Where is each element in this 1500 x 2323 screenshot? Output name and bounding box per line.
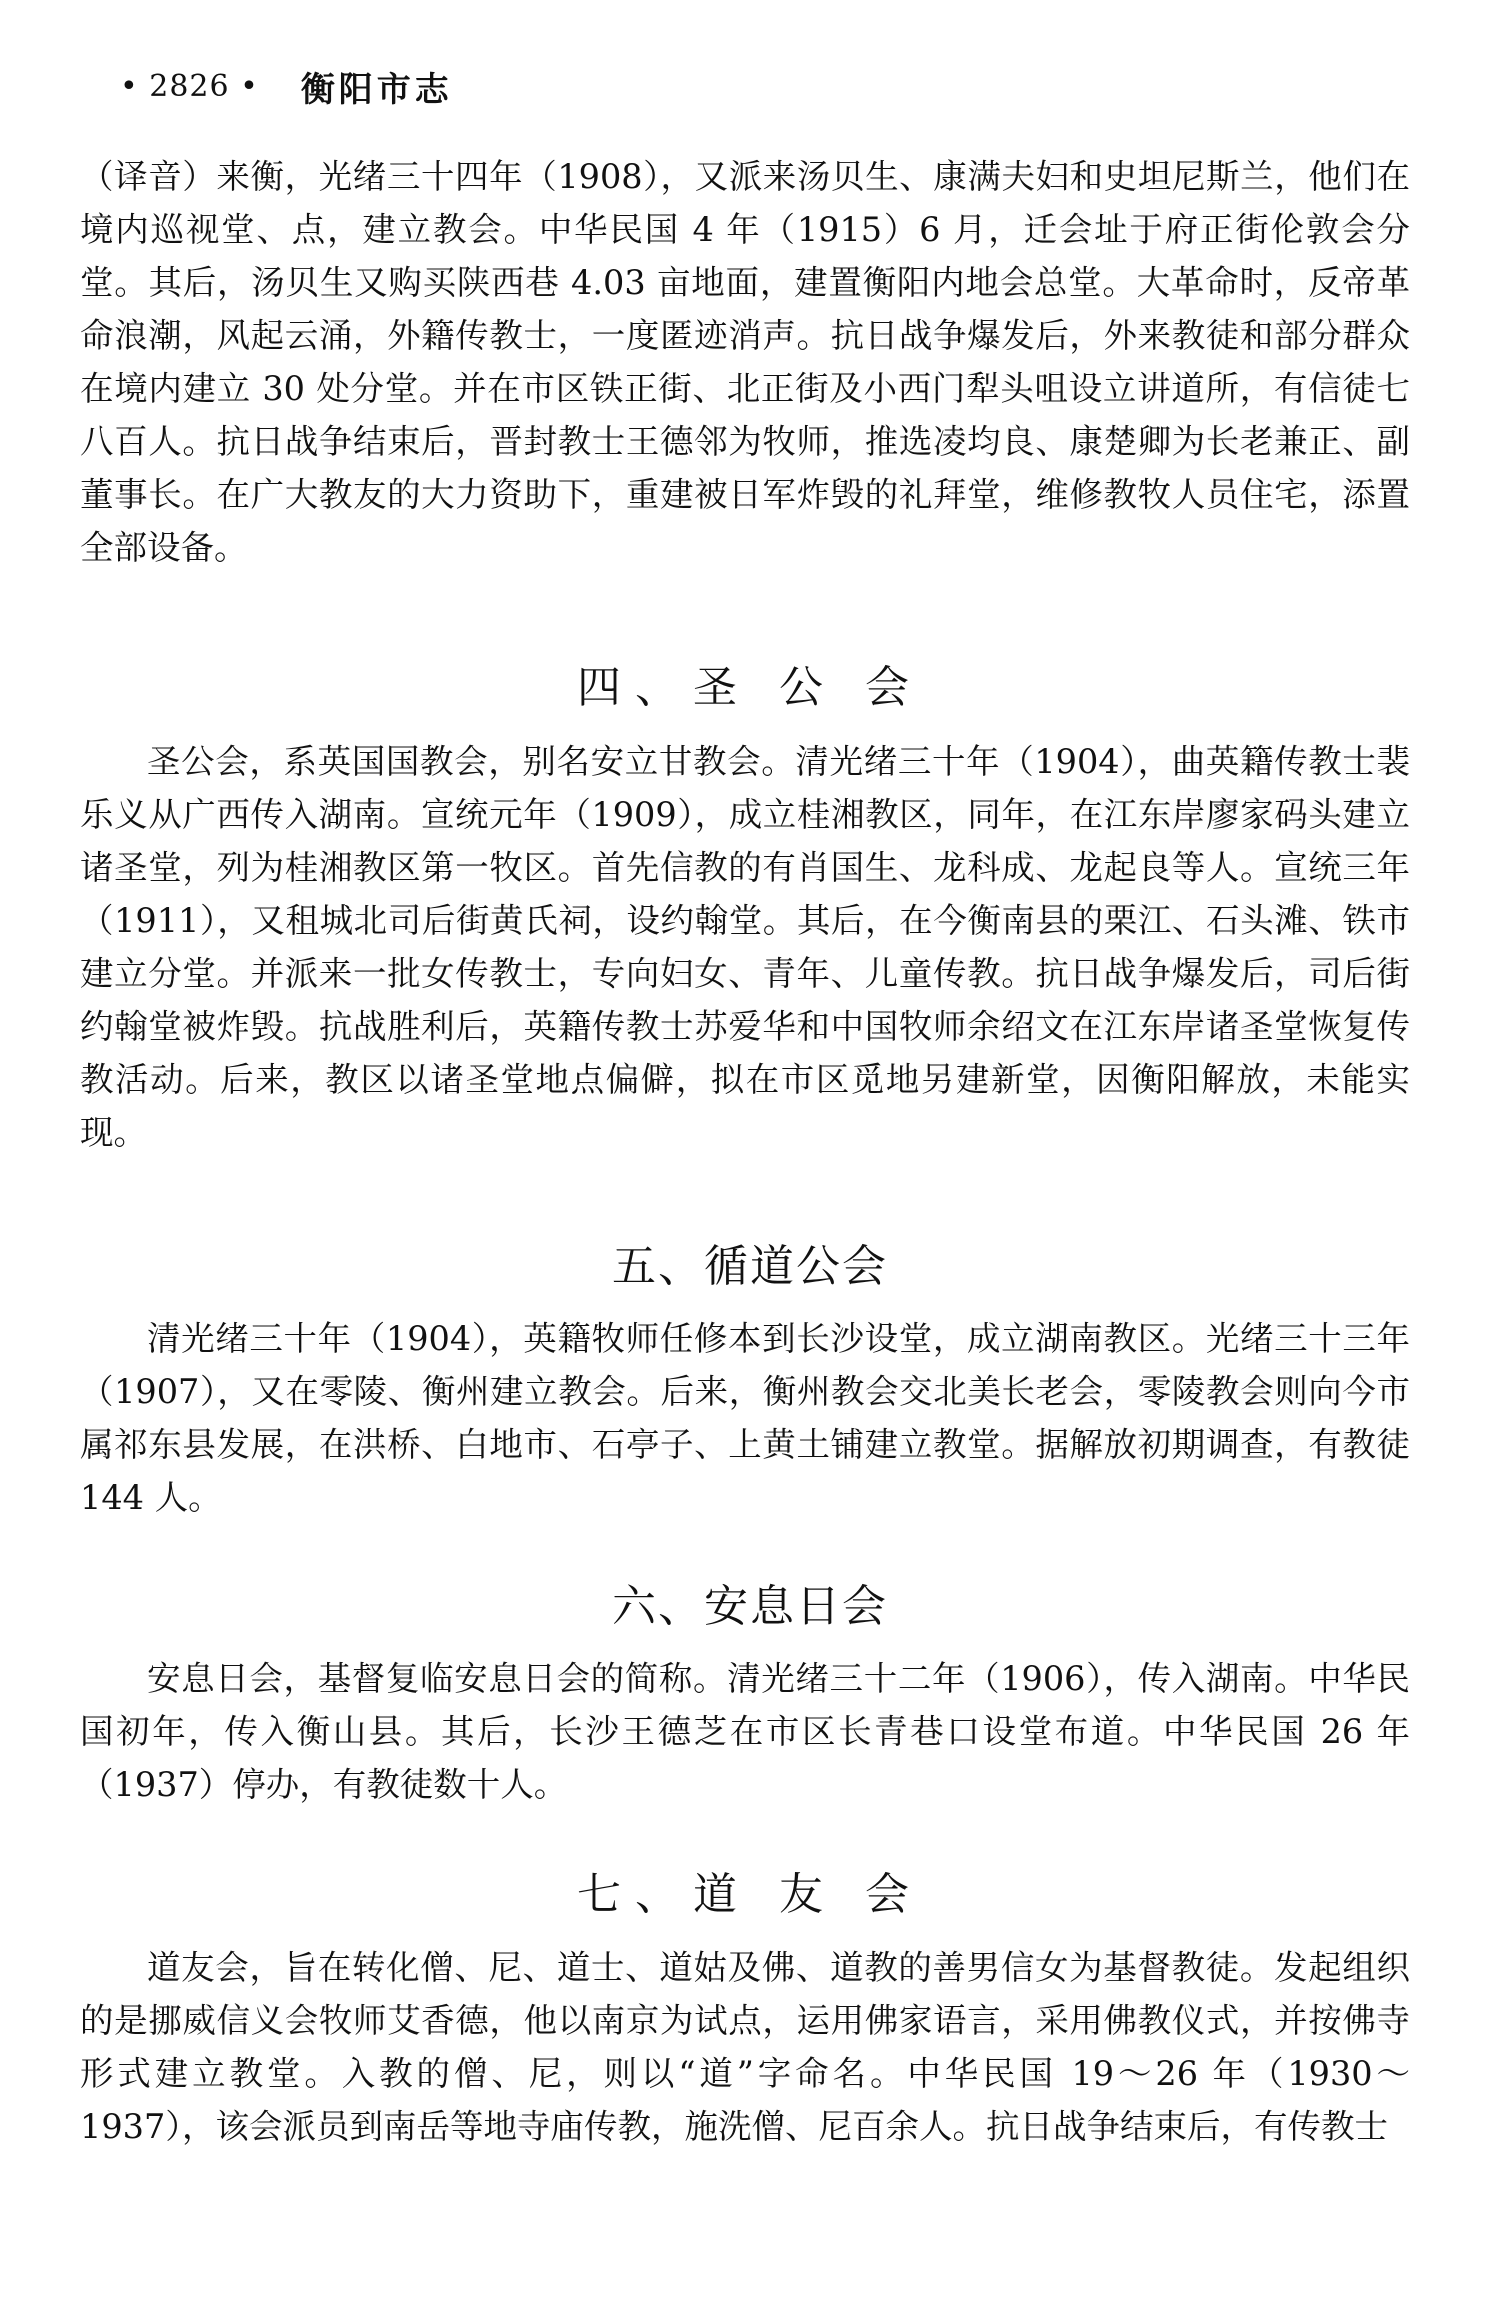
page-header xyxy=(120,62,453,111)
section-title-xun-dao-gong-hui: 五、循道公会 xyxy=(612,1241,888,1292)
paragraph-continuation xyxy=(80,150,1410,574)
paragraph-text: 道友会，旨在转化僧、尼、道士、道姑及佛、道教的善男信女为基督教徒。发起组织的是挪威信义会牧师艾香德，他以南京为试点，运用佛家语言，采用佛教仪式，并按佛寺形式建立教堂。入教的僧、尼，则以“道”字命名。中华民国 19～26 年（1930～1937），该会派员到南岳等地寺庙传教，施洗僧、尼百余人。抗日战争结束后，有传教士 xyxy=(80,1948,1410,2146)
section-title-sheng-gong-hui: 四、圣 公 会 xyxy=(577,662,923,713)
section-body-sheng-gong-hui xyxy=(80,735,1410,1159)
paragraph-text: （译音）来衡，光绪三十四年（1908），又派来汤贝生、康满夫妇和史坦尼斯兰，他们在境内巡视堂、点，建立教会。中华民国 4 年（1915）6 月，迁会址于府正街伦敦会分堂。其后，汤贝生又购买陕西巷 4.03 亩地面，建置衡阳内地会总堂。大革命时，反帝革命浪潮，风起云涌，外籍传教士，一度匿迹消声。抗日战争爆发后，外来教徒和部分群众在境内建立 30 处分堂。并在市区铁正街、北正街及小西门犁头咀设立讲道所，有信徒七八百人。抗日战争结束后，晋封教士王德邻为牧师，推选凌均良、康楚卿为长老兼正、副董事长。在广大教友的大力资助下，重建被日军炸毁的礼拜堂，维修教牧人员住宅，添置全部设备。 xyxy=(80,157,1410,567)
section-title-an-xi-ri-hui: 六、安息日会 xyxy=(612,1581,888,1632)
section-body-dao-you-hui xyxy=(80,1941,1410,2153)
paragraph-text: 圣公会，系英国国教会，别名安立甘教会。清光绪三十年（1904），曲英籍传教士裴乐义从广西传入湖南。宣统元年（1909），成立桂湘教区，同年，在江东岸廖家码头建立诸圣堂，列为桂湘教区第一牧区。首先信教的有肖国生、龙科成、龙起良等人。宣统三年（1911），又租城北司后街黄氏祠，设约翰堂。其后，在今衡南县的栗江、石头滩、铁市建立分堂。并派来一批女传教士，专向妇女、青年、儿童传教。抗日战争爆发后，司后街约翰堂被炸毁。抗战胜利后，英籍传教士苏爱华和中国牧师余绍文在江东岸诸圣堂恢复传教活动。后来，教区以诸圣堂地点偏僻，拟在市区觅地另建新堂，因衡阳解放，未能实现。 xyxy=(80,742,1410,1152)
section-title-dao-you-hui: 七、道 友 会 xyxy=(577,1869,923,1920)
section-body-xun-dao-gong-hui xyxy=(80,1312,1410,1524)
section-body-an-xi-ri-hui xyxy=(80,1652,1410,1811)
page-number: • 2826 • xyxy=(120,69,259,104)
paragraph-text: 清光绪三十年（1904），英籍牧师任修本到长沙设堂，成立湖南教区。光绪三十三年（1907），又在零陵、衡州建立教会。后来，衡州教会交北美长老会，零陵教会则向今市属祁东县发展，在洪桥、白地市、石亭子、上黄土铺建立教堂。据解放初期调查，有教徒 144 人。 xyxy=(80,1319,1410,1517)
running-title: 衡阳市志 xyxy=(300,70,453,110)
paragraph-text: 安息日会，基督复临安息日会的简称。清光绪三十二年（1906），传入湖南。中华民国初年，传入衡山县。其后，长沙王德芝在市区长青巷口设堂布道。中华民国 26 年（1937）停办，有教徒数十人。 xyxy=(80,1659,1410,1804)
